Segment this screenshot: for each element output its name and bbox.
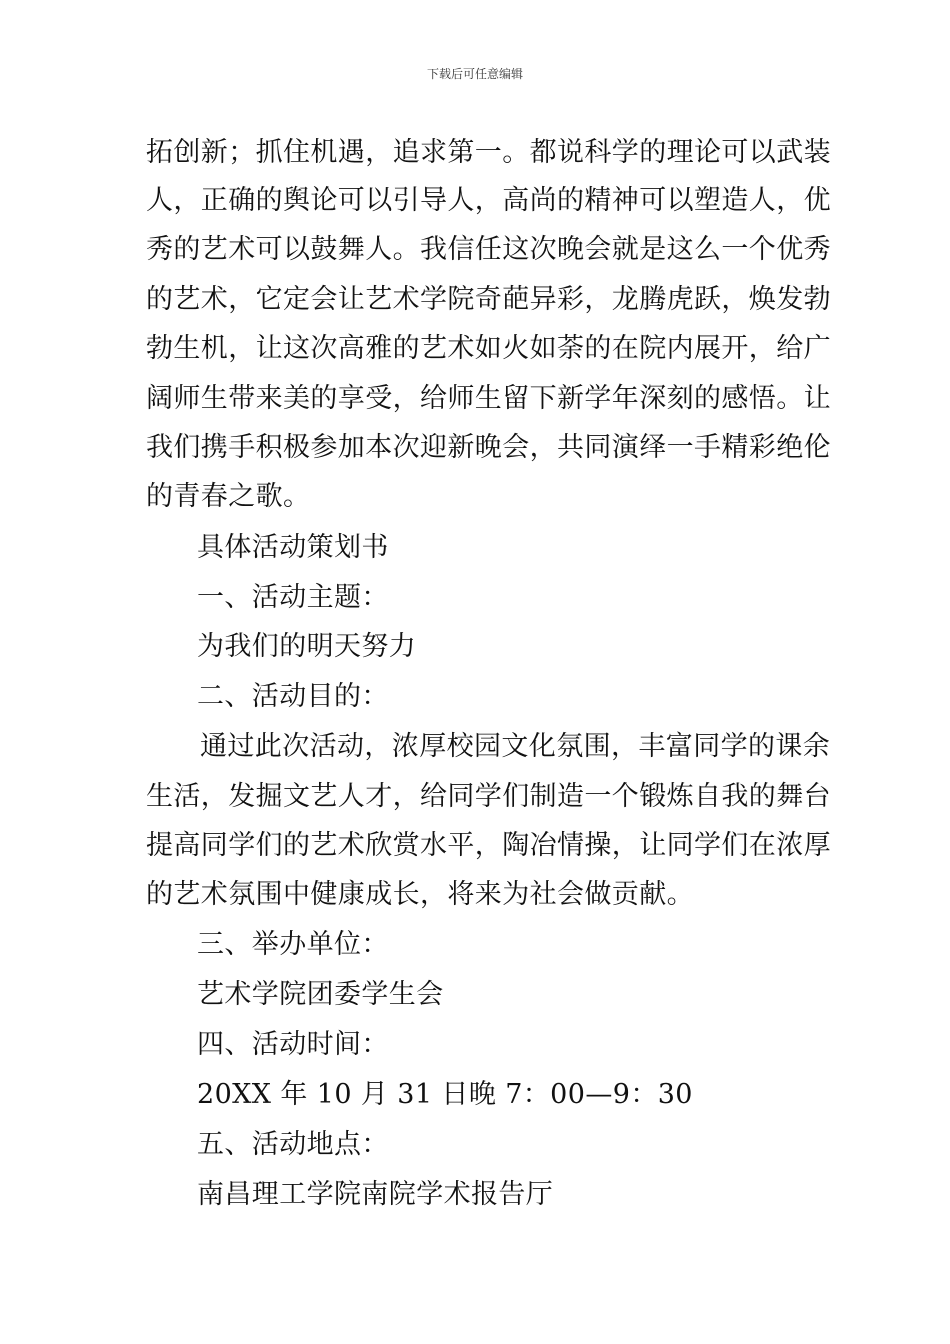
section-content-location: 南昌理工学院南院学术报告厅 [197, 1179, 554, 1210]
body-line: 的艺术，它定会让艺术学院奇葩异彩，龙腾虎跃，焕发勃 [146, 284, 831, 315]
section-content-time: 20XX 年 10 月 31 日晚 7：00—9：30 [197, 1079, 693, 1110]
body-line: 拓创新；抓住机遇，追求第一。都说科学的理论可以武装 [146, 137, 831, 168]
section-content-organizer: 艺术学院团委学生会 [197, 979, 444, 1010]
page-header: 下载后可任意编辑 [426, 67, 523, 81]
body-line: 我们携手积极参加本次迎新晚会，共同演绎一手精彩绝伦 [146, 432, 831, 463]
section-content-theme: 为我们的明天努力 [197, 631, 417, 662]
body-line: 的艺术氛围中健康成长，将来为社会做贡献。 [146, 879, 694, 910]
body-line: 通过此次活动，浓厚校园文化氛围，丰富同学的课余 [200, 731, 831, 762]
plan-title: 具体活动策划书 [197, 532, 389, 563]
body-line: 提高同学们的艺术欣赏水平，陶冶情操，让同学们在浓厚 [146, 830, 831, 861]
body-line: 人，正确的舆论可以引导人，高尚的精神可以塑造人，优 [146, 185, 831, 216]
section-heading-organizer: 三、举办单位： [197, 929, 389, 960]
section-heading-purpose: 二、活动目的： [197, 681, 389, 712]
section-heading-time: 四、活动时间： [197, 1029, 389, 1060]
body-line: 的青春之歌。 [146, 481, 311, 512]
body-line: 阔师生带来美的享受，给师生留下新学年深刻的感悟。让 [146, 383, 831, 414]
body-line: 生活，发掘文艺人才，给同学们制造一个锻炼自我的舞台 [146, 781, 831, 812]
body-line: 秀的艺术可以鼓舞人。我信任这次晚会就是这么一个优秀 [146, 234, 831, 265]
section-heading-location: 五、活动地点： [197, 1129, 389, 1160]
section-heading-theme: 一、活动主题： [197, 582, 389, 613]
body-line: 勃生机，让这次高雅的艺术如火如荼的在院内展开，给广 [146, 333, 831, 364]
